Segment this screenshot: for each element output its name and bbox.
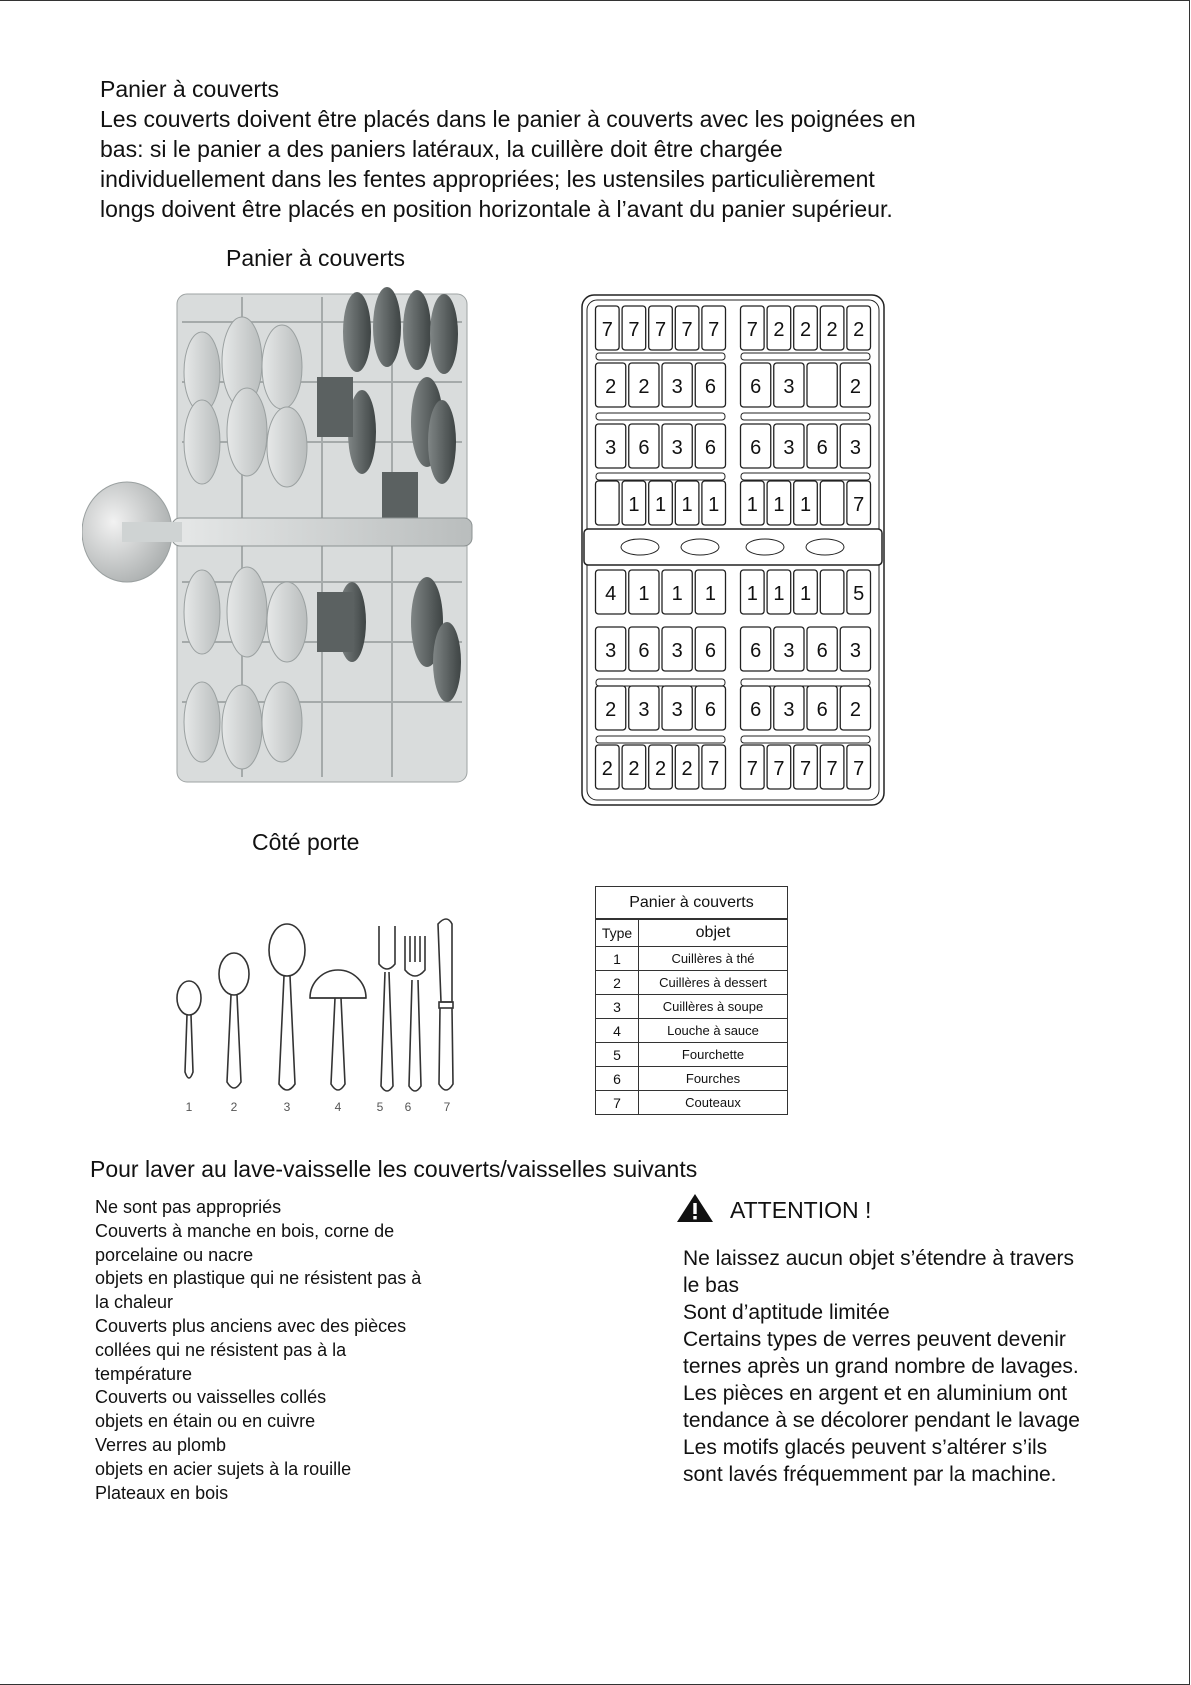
- legend-row: [596, 1091, 787, 1115]
- sauce-ladle-icon: [310, 970, 366, 1090]
- list-item: température: [95, 1363, 193, 1384]
- utensil-number: 6: [404, 1100, 412, 1114]
- basket-slot-label: 1: [654, 494, 667, 516]
- photo-caption: Panier à couverts: [226, 245, 405, 271]
- serving-fork-icon: [379, 926, 395, 1091]
- basket-slot-label: 7: [746, 758, 758, 780]
- basket-slot-label: 2: [826, 319, 838, 341]
- basket-slot-label: 1: [799, 494, 812, 516]
- fork-icon: [405, 936, 425, 1091]
- basket-slot-label: 1: [746, 583, 758, 605]
- basket-slot-label: 3: [671, 376, 683, 398]
- utensil-number: 1: [185, 1100, 193, 1114]
- basket-slot-label: 6: [816, 699, 828, 721]
- basket-slot-label: 2: [605, 699, 617, 721]
- list-item: Couverts à manche en bois, corne de: [95, 1220, 395, 1241]
- basket-slot-label: 1: [773, 494, 785, 516]
- basket-slot-label: 3: [783, 699, 795, 721]
- legend-object: Cuillères à soupe: [639, 995, 788, 1019]
- basket-slot: [807, 363, 837, 407]
- basket-slot-label: 6: [704, 699, 716, 721]
- list-item: la chaleur: [95, 1292, 174, 1313]
- intro-line: bas: si le panier a des paniers latéraux, la cuillère doit être chargée: [100, 136, 783, 162]
- utensil-number: 3: [283, 1100, 291, 1114]
- warning-line: tendance à se décolorer pendant le lavage: [683, 1409, 1080, 1432]
- warning-title: ATTENTION !: [730, 1197, 872, 1223]
- basket-slot-label: 3: [671, 437, 683, 459]
- basket-slot-label: 7: [628, 319, 640, 341]
- list-item: objets en étain ou en cuivre: [95, 1411, 316, 1432]
- wash-heading: Pour laver au lave-vaisselle les couverts/vaisselles suivants: [90, 1156, 698, 1182]
- legend-title: Panier à couverts: [596, 887, 787, 919]
- utensil-number: 4: [334, 1100, 342, 1114]
- basket-slot-label: 2: [853, 319, 865, 341]
- basket-slot-label: 3: [849, 437, 861, 459]
- warning-line: Sont d’aptitude limitée: [683, 1301, 890, 1324]
- warning-triangle-icon: [676, 1193, 714, 1223]
- legend-type: 7: [596, 1091, 639, 1115]
- basket-slot-label: 6: [750, 376, 762, 398]
- legend-object: Louche à sauce: [639, 1019, 788, 1043]
- list-item: Couverts ou vaisselles collés: [95, 1387, 327, 1408]
- basket-slot-label: 7: [654, 319, 667, 341]
- legend-col-type: Type: [596, 920, 639, 947]
- not-suitable-list: [95, 1196, 495, 1505]
- handle-hole: [746, 539, 784, 555]
- basket-slot-label: 7: [708, 758, 720, 780]
- utensil-number: 5: [376, 1100, 384, 1114]
- basket-slot-label: 7: [853, 494, 865, 516]
- warning-line: le bas: [683, 1274, 740, 1297]
- basket-slot-label: 1: [708, 494, 720, 516]
- basket-slot-label: 1: [746, 494, 758, 516]
- handle-hole: [806, 539, 844, 555]
- warning-line: Les pièces en argent et en aluminium ont: [683, 1382, 1068, 1405]
- list-item: Plateaux en bois: [95, 1482, 229, 1503]
- handle-hole: [681, 539, 719, 555]
- basket-slot-label: 1: [638, 583, 650, 605]
- warning-line: Ne laissez aucun objet s’étendre à travers: [683, 1247, 1075, 1270]
- basket-slot-label: 3: [671, 640, 683, 662]
- basket-slot-label: 6: [638, 640, 650, 662]
- knife-icon: [438, 919, 453, 1090]
- warning-line: Certains types de verres peuvent devenir: [683, 1328, 1066, 1351]
- basket-slot-label: 6: [638, 437, 650, 459]
- legend-object: Fourches: [639, 1067, 788, 1091]
- legend-row: [596, 1043, 787, 1067]
- basket-slot-label: 7: [746, 319, 758, 341]
- basket-slot-label: 3: [671, 699, 683, 721]
- basket-slot-label: 3: [783, 437, 795, 459]
- basket-slot-label: 2: [628, 758, 640, 780]
- intro-line: Les couverts doivent être placés dans le panier à couverts avec les poignées en: [100, 106, 916, 132]
- basket-slot-label: 1: [773, 583, 785, 605]
- warning-line: ternes après un grand nombre de lavages.: [683, 1355, 1079, 1378]
- basket-slot-label: 6: [704, 376, 716, 398]
- basket-slot-label: 3: [638, 699, 650, 721]
- basket-slot-label: 1: [671, 583, 683, 605]
- basket-slot-label: 3: [783, 640, 795, 662]
- intro-line: longs doivent être placés en position horizontale à l’avant du panier supérieur.: [100, 196, 893, 222]
- legend-type: 6: [596, 1067, 639, 1091]
- basket-slot-label: 3: [849, 640, 861, 662]
- legend-type: 4: [596, 1019, 639, 1043]
- intro-section: [100, 74, 1060, 224]
- basket-slot-label: 7: [601, 319, 613, 341]
- handle-hole: [621, 539, 659, 555]
- basket-slot: [596, 481, 620, 525]
- list-item: Couverts plus anciens avec des pièces: [95, 1315, 407, 1336]
- basket-slot-label: 4: [605, 583, 617, 605]
- basket-slot-label: 3: [605, 640, 617, 662]
- basket-slot-label: 1: [799, 583, 812, 605]
- basket-slot-label: 5: [853, 583, 865, 605]
- utensil-types-illustration: [170, 912, 460, 1117]
- list-item: porcelaine ou nacre: [95, 1244, 254, 1265]
- legend-type: 2: [596, 971, 639, 995]
- intro-title: Panier à couverts: [100, 76, 279, 102]
- basket-slot: [820, 570, 844, 614]
- basket-slot-label: 2: [773, 319, 785, 341]
- basket-slot-label: 7: [708, 319, 720, 341]
- basket-layout-diagram: [580, 293, 886, 807]
- basket-slot-label: 2: [654, 758, 667, 780]
- legend-row: [596, 1067, 787, 1091]
- list-item: Ne sont pas appropriés: [95, 1197, 282, 1217]
- legend-row: [596, 995, 787, 1019]
- legend-object: Couteaux: [639, 1091, 788, 1115]
- legend-object: Cuillères à dessert: [639, 971, 788, 995]
- legend-type: 5: [596, 1043, 639, 1067]
- legend-row: [596, 971, 787, 995]
- legend-table: [595, 886, 788, 1115]
- basket-slot-label: 6: [816, 640, 828, 662]
- basket-slot-label: 6: [704, 437, 716, 459]
- utensil-number: 7: [443, 1100, 451, 1114]
- dessert-spoon-icon: [219, 953, 249, 1088]
- basket-slot-label: 7: [773, 758, 785, 780]
- basket-slot-label: 2: [849, 699, 861, 721]
- legend-object: Cuillères à thé: [639, 947, 788, 971]
- basket-slot: [820, 481, 844, 525]
- list-item: objets en plastique qui ne résistent pas à: [95, 1268, 422, 1289]
- basket-slot-label: 1: [628, 494, 640, 516]
- basket-slot-label: 3: [783, 376, 795, 398]
- warning-header: [676, 1193, 872, 1228]
- basket-slot-label: 6: [750, 640, 762, 662]
- basket-slot-label: 7: [853, 758, 865, 780]
- list-item: collées qui ne résistent pas à la: [95, 1339, 347, 1360]
- teaspoon-icon: [177, 981, 201, 1078]
- cutlery-basket-photo: [82, 282, 482, 794]
- basket-slot-label: 2: [638, 376, 650, 398]
- basket-slot-label: 1: [681, 494, 693, 516]
- basket-slot-label: 6: [704, 640, 716, 662]
- utensil-number: 2: [230, 1100, 238, 1114]
- basket-slot-label: 6: [750, 699, 762, 721]
- basket-slot-label: 2: [799, 319, 812, 341]
- basket-slot-label: 2: [601, 758, 613, 780]
- list-item: Verres au plomb: [95, 1434, 227, 1455]
- warning-text: [683, 1245, 1123, 1488]
- basket-slot-label: 1: [704, 583, 716, 605]
- door-side-caption: Côté porte: [252, 829, 360, 855]
- legend-col-object: objet: [639, 920, 788, 947]
- basket-slot-label: 3: [605, 437, 617, 459]
- basket-slot-label: 7: [826, 758, 838, 780]
- basket-slot-label: 7: [799, 758, 812, 780]
- list-item: objets en acier sujets à la rouille: [95, 1458, 352, 1479]
- soup-spoon-icon: [269, 924, 305, 1090]
- basket-slot-label: 7: [681, 319, 693, 341]
- legend-object: Fourchette: [639, 1043, 788, 1067]
- legend-type: 1: [596, 947, 639, 971]
- basket-slot-label: 6: [750, 437, 762, 459]
- warning-line: sont lavés fréquemment par la machine.: [683, 1463, 1057, 1486]
- legend-row: [596, 947, 787, 971]
- intro-line: individuellement dans les fentes appropriées; les ustensiles particulièrement: [100, 166, 875, 192]
- legend-row: [596, 1019, 787, 1043]
- basket-slot-label: 2: [681, 758, 693, 780]
- warning-line: Les motifs glacés peuvent s’altérer s’ils: [683, 1436, 1048, 1459]
- basket-slot-label: 2: [849, 376, 861, 398]
- basket-slot-label: 2: [605, 376, 617, 398]
- basket-slot-label: 6: [816, 437, 828, 459]
- legend-type: 3: [596, 995, 639, 1019]
